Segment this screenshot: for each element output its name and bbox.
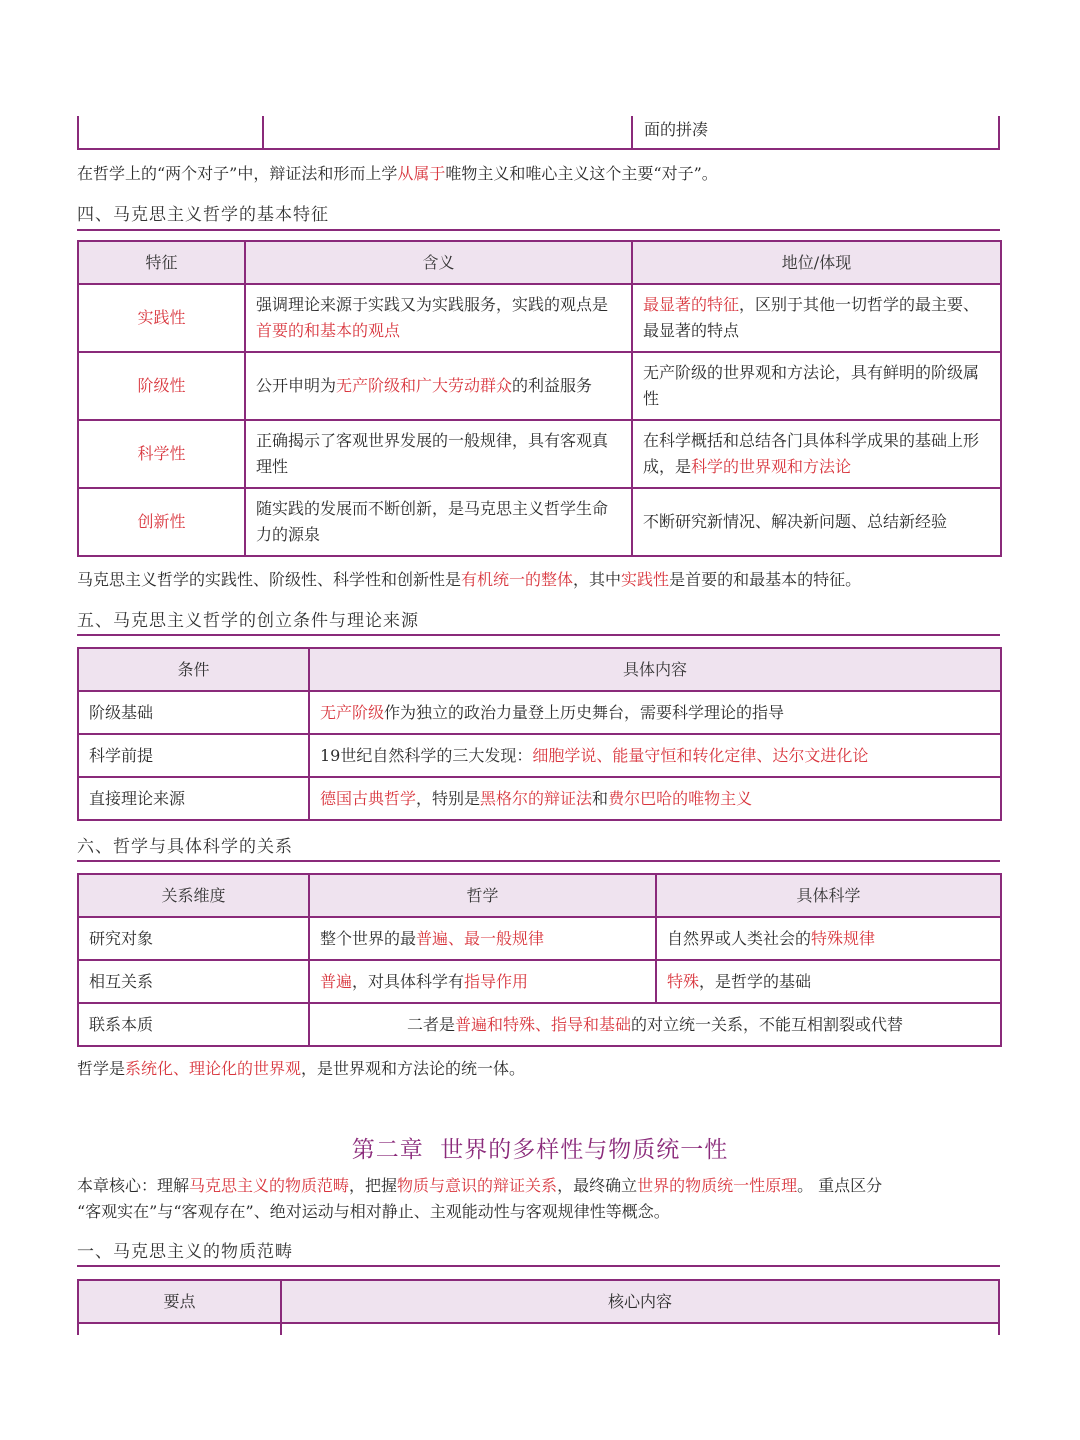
feature-meaning: 公开申明为无产阶级和广大劳动群众的利益服务 xyxy=(245,352,632,420)
feature-meaning: 正确揭示了客观世界发展的一般规律，具有客观真理性 xyxy=(245,420,632,488)
section6-rule xyxy=(77,860,1000,862)
merged-cell: 二者是普遍和特殊、指导和基础的对立统一关系，不能互相割裂或代替 xyxy=(309,1003,1001,1046)
feature-status: 无产阶级的世界观和方法论，具有鲜明的阶级属性 xyxy=(632,352,1001,420)
chapter-title: 第二章 世界的多样性与物质统一性 xyxy=(351,1137,729,1163)
chapter-intro: 本章核心：理解马克思主义的物质范畴，把握物质与意识的辩证关系，最终确立世界的物质统一性原理。 重点区分 “客观实在”与“客观存在”、绝对运动与相对静止、主观能动性与客观规律性等概念。 xyxy=(77,1176,883,1221)
science-cell: 特殊，是哲学的基础 xyxy=(656,960,1001,1003)
condition-name: 阶级基础 xyxy=(78,691,309,734)
col-header: 具体科学 xyxy=(656,874,1001,917)
table-row xyxy=(78,917,1001,960)
col-header: 哲学 xyxy=(309,874,656,917)
section5-title: 五、马克思主义哲学的创立条件与理论来源 xyxy=(77,611,419,631)
top-table-fragment xyxy=(77,116,1000,150)
chapter2-section1-rule xyxy=(77,1265,1000,1267)
condition-content: 19世纪自然科学的三大发现：细胞学说、能量守恒和转化定律、达尔文进化论 xyxy=(309,734,1001,777)
condition-content: 德国古典哲学，特别是黑格尔的辩证法和费尔巴哈的唯物主义 xyxy=(309,777,1001,820)
table-row xyxy=(78,960,1001,1003)
table-row xyxy=(78,352,1001,420)
table-row xyxy=(78,1003,1001,1046)
philosophy-cell: 普遍，对具体科学有指导作用 xyxy=(309,960,656,1003)
dimension-name: 研究对象 xyxy=(78,917,309,960)
chapter2-section1-title: 一、马克思主义的物质范畴 xyxy=(77,1242,293,1262)
feature-name: 实践性 xyxy=(78,284,245,352)
feature-status: 最显著的特征，区别于其他一切哲学的最主要、最显著的特点 xyxy=(632,284,1001,352)
features-table xyxy=(77,240,1002,557)
col-header: 要点 xyxy=(163,1292,196,1311)
col-header: 核心内容 xyxy=(607,1292,672,1311)
table-row xyxy=(78,420,1001,488)
dimension-name: 相互关系 xyxy=(78,960,309,1003)
feature-name: 阶级性 xyxy=(78,352,245,420)
condition-name: 直接理论来源 xyxy=(78,777,309,820)
matter-table-fragment xyxy=(77,1279,1000,1335)
condition-content: 无产阶级作为独立的政治力量登上历史舞台，需要科学理论的指导 xyxy=(309,691,1001,734)
conditions-table xyxy=(77,647,1002,821)
table-row xyxy=(78,777,1001,820)
section4-title: 四、马克思主义哲学的基本特征 xyxy=(77,205,329,225)
col-header: 关系维度 xyxy=(78,874,309,917)
science-cell: 自然界或人类社会的特殊规律 xyxy=(656,917,1001,960)
dimension-name: 联系本质 xyxy=(78,1003,309,1046)
section6-note: 哲学是系统化、理论化的世界观，是世界观和方法论的统一体。 xyxy=(77,1059,526,1078)
feature-name: 科学性 xyxy=(78,420,245,488)
relation-table xyxy=(77,873,1002,1047)
top-table-cell-text: 面的拼凑 xyxy=(644,120,709,139)
two-pairs-note: 在哲学上的“两个对子”中，辩证法和形而上学从属于唯物主义和唯心主义这个主要“对子”。 xyxy=(77,164,718,183)
section4-rule xyxy=(77,229,1000,231)
table-row xyxy=(78,734,1001,777)
col-header: 地位/体现 xyxy=(632,241,1001,284)
col-header: 特征 xyxy=(78,241,245,284)
section4-note: 马克思主义哲学的实践性、阶级性、科学性和创新性是有机统一的整体，其中实践性是首要的和最基本的特征。 xyxy=(77,570,862,589)
col-header: 含义 xyxy=(245,241,632,284)
table-row xyxy=(78,488,1001,556)
feature-status: 不断研究新情况、解决新问题、总结新经验 xyxy=(632,488,1001,556)
col-header: 条件 xyxy=(78,648,309,691)
feature-status: 在科学概括和总结各门具体科学成果的基础上形成，是科学的世界观和方法论 xyxy=(632,420,1001,488)
feature-meaning: 随实践的发展而不断创新，是马克思主义哲学生命力的源泉 xyxy=(245,488,632,556)
section5-rule xyxy=(77,634,1000,636)
condition-name: 科学前提 xyxy=(78,734,309,777)
col-header: 具体内容 xyxy=(309,648,1001,691)
feature-name: 创新性 xyxy=(78,488,245,556)
table-row xyxy=(78,691,1001,734)
feature-meaning: 强调理论来源于实践又为实践服务，实践的观点是首要的和基本的观点 xyxy=(245,284,632,352)
philosophy-cell: 整个世界的最普遍、最一般规律 xyxy=(309,917,656,960)
table-row xyxy=(78,284,1001,352)
section6-title: 六、哲学与具体科学的关系 xyxy=(77,837,293,857)
